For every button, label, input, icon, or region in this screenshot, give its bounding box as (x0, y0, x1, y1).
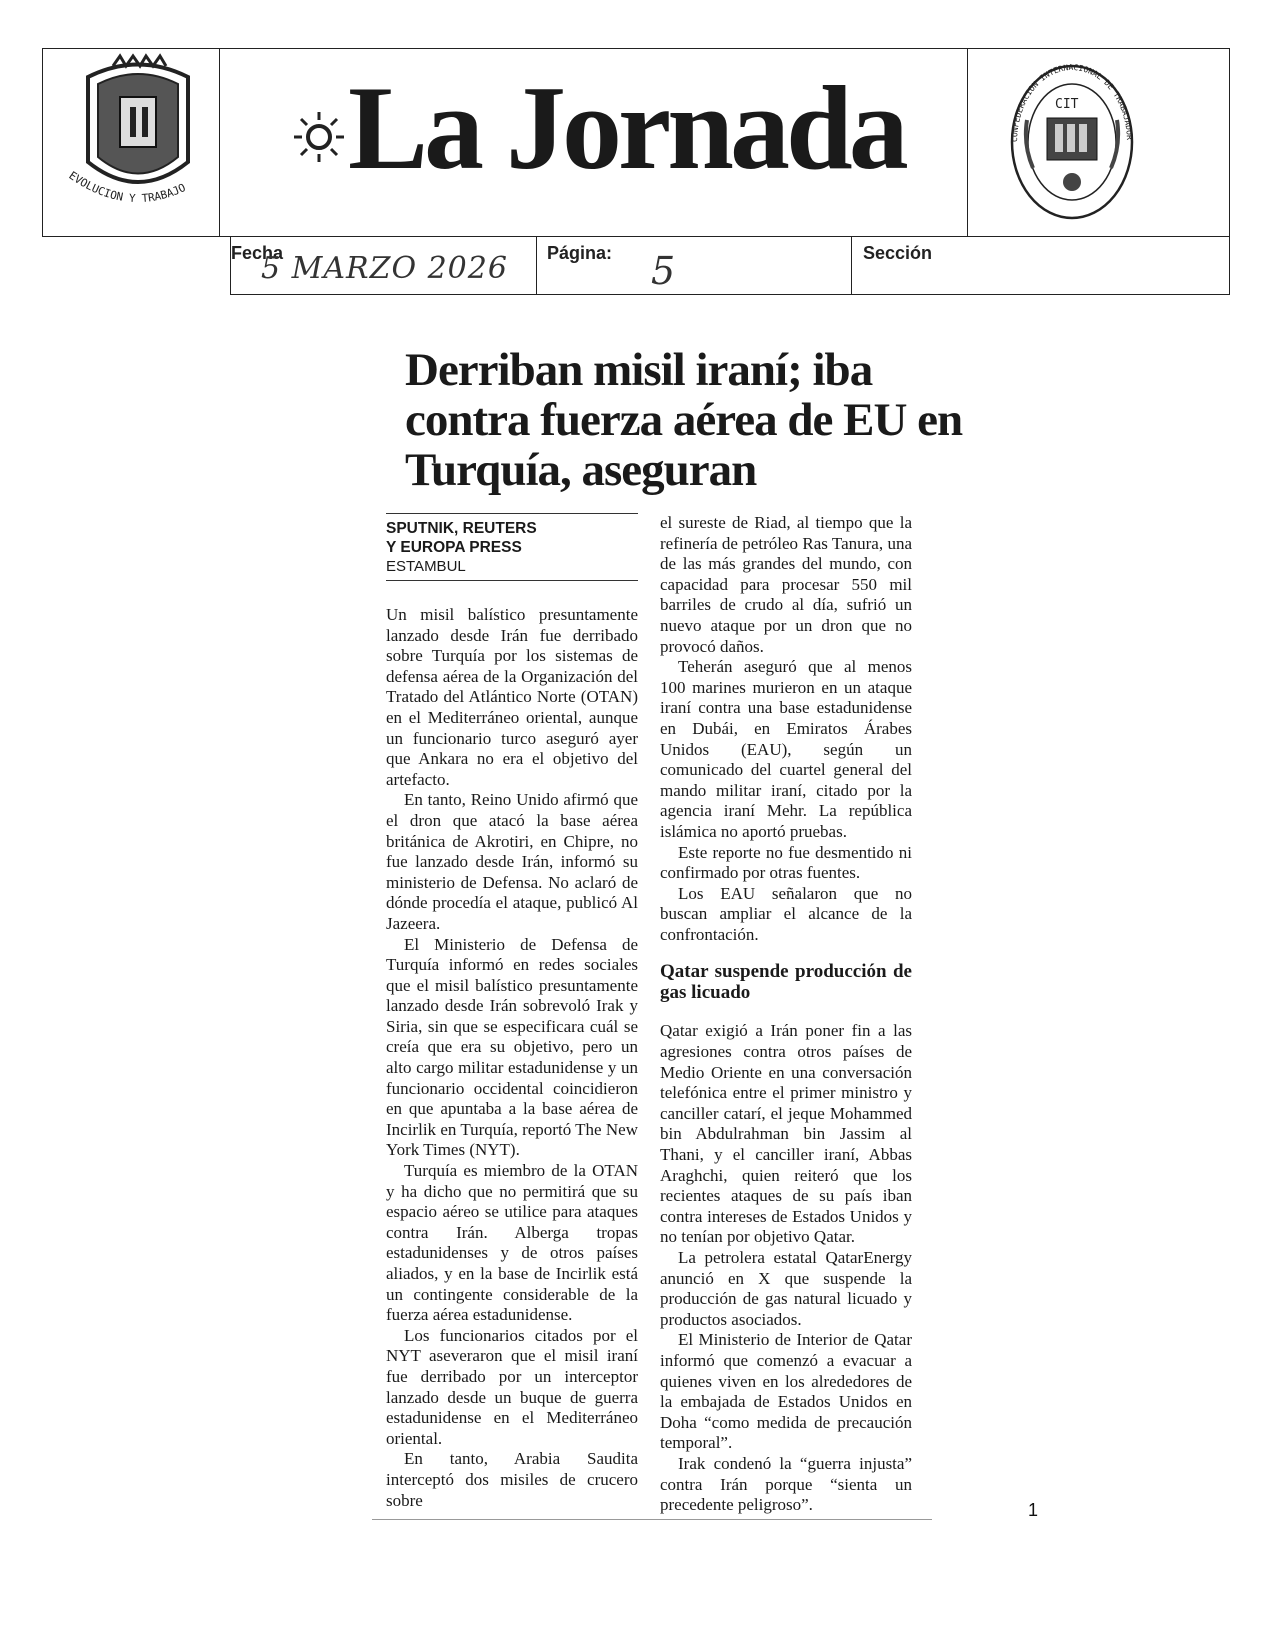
masthead-title: La Jornada (348, 61, 905, 194)
seal-text: EVOLUCION Y TRABAJO (66, 168, 188, 206)
bottom-rule (372, 1519, 932, 1520)
article-headline: Derriban misil iraní; iba contra fuerza aérea de EU en Turquía, aseguran (405, 344, 963, 496)
masthead-logo (290, 60, 990, 200)
paragraph: el sureste de Riad, al tiempo que la refinería de petróleo Ras Tanura, una de las más grandes del mundo, con capacidad para procesar 550 mil barriles de crudo al día, sufrió un nuevo ataque por un dron que no provocó daños. (660, 513, 912, 656)
subhead: Qatar suspende producción de gas licuado (660, 961, 912, 1004)
fecha-value: 5 MARZO 2026 (261, 251, 508, 286)
byline-agencies-1: SPUTNIK, REUTERS (386, 520, 537, 537)
paragraph: La petrolera estatal QatarEnergy anunció en X que suspende la producción de gas natural licuado y productos asociados. (660, 1248, 912, 1329)
byline-rule-bottom (386, 580, 638, 581)
paragraph: En tanto, Reino Unido afirmó que el dron que atacó la base aérea británica de Akrotiri, en Chipre, no fue lanzado desde Irán, informó su ministerio de Defensa. No aclaró de dónde procedía el ataque, publicó Al Jazeera. (386, 790, 638, 933)
union-seal-logo (58, 52, 218, 232)
article-column-1 (386, 513, 638, 1511)
paragraph: Turquía es miembro de la OTAN y ha dicho que no permitirá que su espacio aéreo se utilice para ataques contra Irán. Alberga tropas estadunidenses y de otros países aliados, y en la base de Incirlik está un contingente considerable de la fuerza aérea estadunidense. (386, 1161, 638, 1325)
article-column-2 (660, 513, 912, 1516)
byline-rule-top (386, 513, 638, 514)
paragraph: Los EAU señalaron que no buscan ampliar el alcance de la confrontación. (660, 883, 912, 944)
meta-box (230, 237, 1230, 295)
byline-agencies-2: Y EUROPA PRESS (386, 539, 522, 556)
paragraph: En tanto, Arabia Saudita interceptó dos misiles de crucero sobre (386, 1449, 638, 1510)
pagina-label: Página: (547, 243, 613, 263)
pagina-value: 5 (651, 249, 676, 293)
dateline: ESTAMBUL (386, 558, 466, 575)
cit-initials: CIT (1055, 97, 1079, 112)
sun-icon (290, 108, 348, 166)
paragraph: Qatar exigió a Irán poner fin a las agresiones contra otros países de Medio Oriente en una conversación telefónica entre el primer ministro y canciller catarí, el jeque Mohammed bin Abdulrahman bin Jassim al Thani, y el canciller iraní, Abbas Araghchi, quien reiteró que los recientes ataques de su país iban contra intereses de Estados Unidos y no tenían por objetivo Qatar. (660, 1021, 912, 1247)
page-number: 1 (1028, 1500, 1039, 1520)
cit-ring-text: CONFEDERACION INTERNACIONAL DE TRABAJADOR (1009, 62, 1135, 143)
paragraph: Este reporte no fue desmentido ni confirmado por otras fuentes. (660, 842, 912, 883)
seccion-label: Sección (863, 243, 933, 263)
paragraph: Teherán aseguró que al menos 100 marines murieron en un ataque iraní contra una base estadunidense en Dubái, en Emiratos Árabes Unidos (EAU), según un comunicado del cuartel general del mando militar iraní, citado por la agencia iraní Mehr. La república islámica no aportó pruebas. (660, 657, 912, 841)
paragraph: Los funcionarios citados por el NYT aseveraron que el misil iraní fue derribado por un interceptor lanzado desde un buque de guerra estadunidense en el Mediterráneo oriental. (386, 1325, 638, 1448)
fecha-label: Fecha (231, 243, 284, 263)
paragraph: Irak condenó la “guerra injusta” contra Irán porque “sienta un precedente peligroso”. (660, 1453, 912, 1515)
cit-logo (1005, 60, 1140, 225)
paragraph: El Ministerio de Interior de Qatar informó que comenzó a evacuar a quienes viven en los alrededores de la embajada de Estados Unidos en Doha “como medida de precaución temporal”. (660, 1330, 912, 1453)
paragraph: El Ministerio de Defensa de Turquía informó en redes sociales que el misil balístico presuntamente lanzado desde Irán sobrevoló Irak y Siria, sin que se especificara cuál se creía que era su objetivo, pero un alto cargo militar estadunidense y un funcionario occidental coincidieron en que apuntaba a la base aérea de Incirlik en Turquía, reportó The New York Times (NYT). (386, 934, 638, 1160)
paragraph: Un misil balístico presuntamente lanzado desde Irán fue derribado sobre Turquía por los sistemas de defensa aérea de la Organización del Tratado del Atlántico Norte (OTAN) en el Mediterráneo oriental, aunque un funcionario turco aseguró ayer que Ankara no era el objetivo del artefacto. (386, 605, 638, 789)
